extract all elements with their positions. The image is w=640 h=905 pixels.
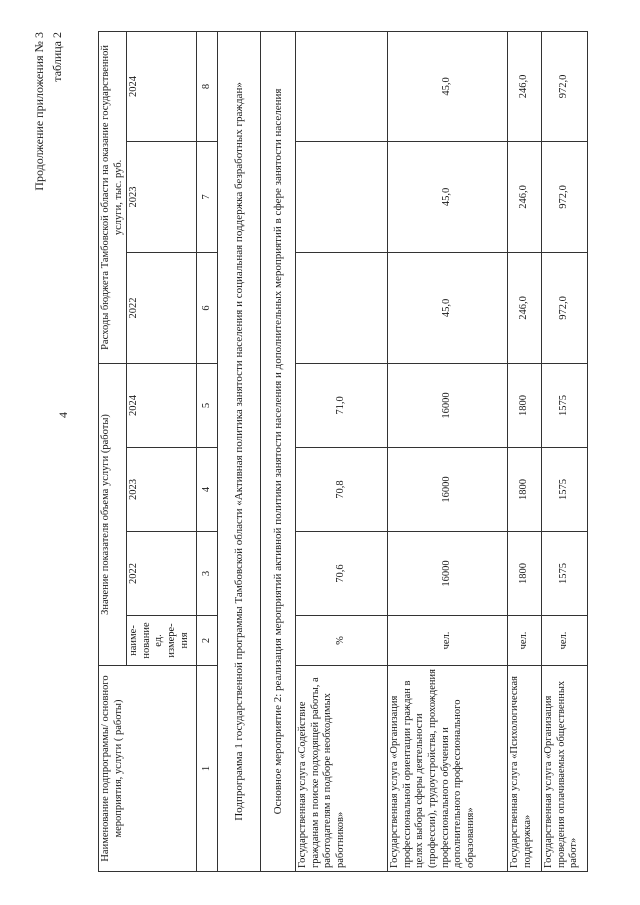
table-row — [296, 31, 388, 871]
service-name: Государственная услуга «Организация проведения оплачиваемых общественных работ» — [542, 666, 588, 872]
volume-2023: 1800 — [508, 448, 542, 532]
expense-2024: 45,0 — [388, 31, 508, 141]
expense-2024: 972,0 — [542, 31, 588, 141]
column-number: 5 — [197, 363, 218, 447]
column-number: 6 — [197, 252, 218, 363]
column-number: 2 — [197, 616, 218, 666]
column-number: 8 — [197, 31, 218, 141]
volume-2023: 16000 — [388, 448, 508, 532]
volume-2024: 71,0 — [296, 363, 388, 447]
table-row — [542, 31, 588, 871]
header-volume: Значение показателя объема услуги (работы) — [99, 363, 127, 665]
table-row — [508, 31, 542, 871]
expense-2022 — [296, 252, 388, 363]
expense-2022: 972,0 — [542, 252, 588, 363]
volume-2023: 70,8 — [296, 448, 388, 532]
column-number: 7 — [197, 141, 218, 252]
column-number: 1 — [197, 666, 218, 872]
section-title: Подпрограмма 1 государственной программы Тамбовской области «Активная политика занятости населения и социальная поддержка безработных граждан» — [218, 31, 261, 871]
subsection-row — [261, 31, 296, 871]
header-budget: Расходы бюджета Тамбовской области на оказание государственной услуги, тыс. руб. — [99, 31, 127, 363]
service-name: Государственная услуга «Организация профессиональной ориентации граждан в целях выбора сферы деятельности (профессии), трудоустройства, прохождения профессионального обучения и дополнительного профессионального образования» — [388, 666, 508, 872]
unit-cell: чел. — [388, 616, 508, 666]
expense-2022: 45,0 — [388, 252, 508, 363]
expense-2023 — [296, 141, 388, 252]
header-volume-year: 2024 — [127, 363, 197, 447]
header-row-top — [99, 31, 127, 871]
column-number-row — [197, 31, 218, 871]
volume-2024: 1800 — [508, 363, 542, 447]
subsection-title: Основное мероприятие 2: реализация мероприятий активной политики занятости населения и дополнительных мероприятий в сфере занятости населения — [261, 31, 296, 871]
column-number: 3 — [197, 532, 218, 616]
rotated-page-content — [32, 32, 633, 872]
unit-cell: % — [296, 616, 388, 666]
header-unit: наиме-нование ед. измере-ния — [127, 616, 197, 666]
volume-2024: 16000 — [388, 363, 508, 447]
header-budget-year: 2023 — [127, 141, 197, 252]
volume-2022: 70,6 — [296, 532, 388, 616]
expense-2023: 45,0 — [388, 141, 508, 252]
expense-2024 — [296, 31, 388, 141]
header-budget-year: 2022 — [127, 252, 197, 363]
expense-2023: 246,0 — [508, 141, 542, 252]
unit-cell: чел. — [508, 616, 542, 666]
services-table — [98, 31, 588, 872]
table-caption: таблица 2 — [50, 32, 64, 82]
section-row — [218, 31, 261, 871]
expense-2022: 246,0 — [508, 252, 542, 363]
volume-2022: 1575 — [542, 532, 588, 616]
header-volume-year: 2022 — [127, 532, 197, 616]
header-name: Наименование подпрограммы/ основного мероприятия, услуги ( работы) — [99, 666, 197, 872]
service-name: Государственная услуга «Психологическая поддержка» — [508, 666, 542, 872]
volume-2024: 1575 — [542, 363, 588, 447]
page-number: 4 — [56, 412, 70, 418]
expense-2023: 972,0 — [542, 141, 588, 252]
unit-cell: чел. — [542, 616, 588, 666]
service-name: Государственная услуга «Содействие гражданам в поиске подходящей работы, а работодателям в подборе необходимых работников» — [296, 666, 388, 872]
column-number: 4 — [197, 448, 218, 532]
header-budget-year: 2024 — [127, 31, 197, 141]
volume-2022: 16000 — [388, 532, 508, 616]
header-volume-year: 2023 — [127, 448, 197, 532]
volume-2023: 1575 — [542, 448, 588, 532]
expense-2024: 246,0 — [508, 31, 542, 141]
appendix-continuation: Продолжение приложения № 3 — [32, 32, 46, 191]
volume-2022: 1800 — [508, 532, 542, 616]
table-row — [388, 31, 508, 871]
